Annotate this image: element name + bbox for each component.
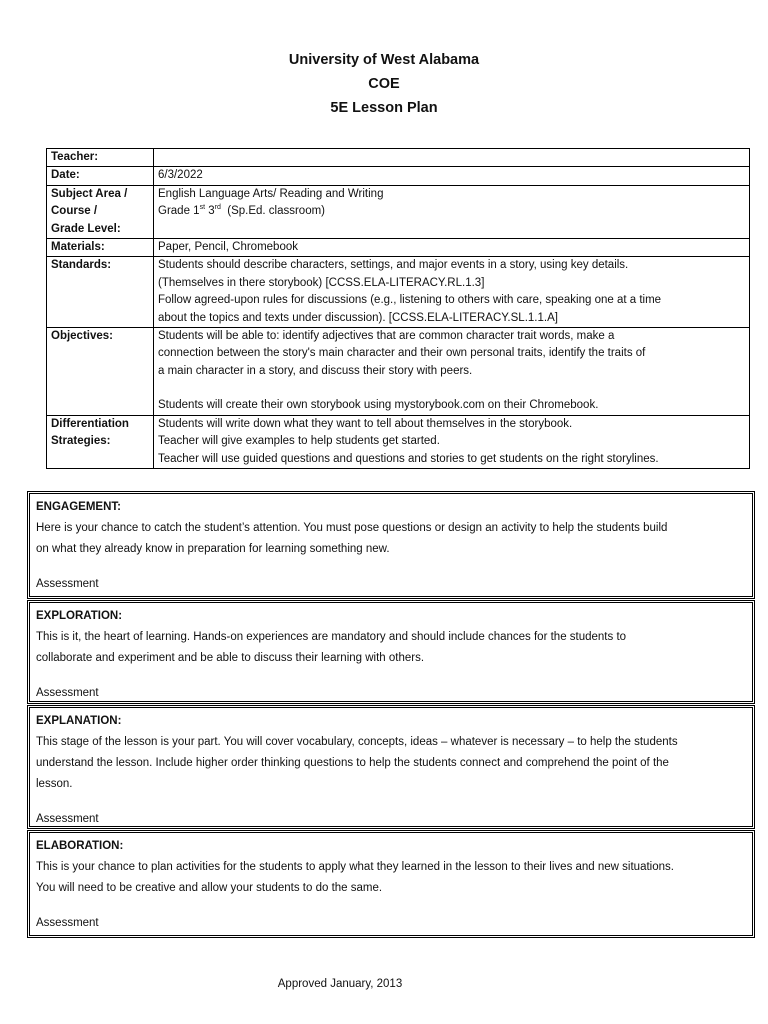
objectives-line: Students will create their own storybook using mystorybook.com on their Chromebook. xyxy=(158,399,599,412)
standards-label: Standards: xyxy=(47,257,154,328)
differentiation-line: Students will write down what they want to tell about themselves in the storybook. xyxy=(158,417,573,430)
elaboration-line: You will need to be creative and allow your students to do the same. xyxy=(36,882,383,894)
objectives-line: connection between the story's main character and their own personal traits, identify the traits of xyxy=(158,347,646,360)
materials-row xyxy=(47,239,750,257)
date-value: 6/3/2022 xyxy=(154,167,750,185)
subject-label-line: Subject Area / xyxy=(51,187,128,200)
document-title: 5E Lesson Plan xyxy=(330,100,438,116)
approval-footer: Approved January, 2013 xyxy=(277,978,403,990)
grade-sup: rd xyxy=(214,204,221,212)
materials-label: Materials: xyxy=(47,239,154,257)
subject-label-line: Grade Level: xyxy=(51,222,121,235)
university-name: University of West Alabama xyxy=(288,52,480,68)
grade-text: 3 xyxy=(205,205,215,218)
objectives-label: Objectives: xyxy=(47,328,154,416)
document-header xyxy=(0,48,768,120)
explanation-title: EXPLANATION: xyxy=(36,715,122,727)
explanation-line: understand the lesson. Include higher order thinking questions to help the students connect and comprehend the point of the xyxy=(36,757,669,769)
differentiation-line: Teacher will give examples to help students get started. xyxy=(158,435,440,448)
exploration-assessment: Assessment xyxy=(36,687,99,699)
exploration-line: This is it, the heart of learning. Hands-on experiences are mandatory and should include chances for the students to xyxy=(36,631,627,643)
standards-line: Follow agreed-upon rules for discussions (e.g., listening to others with care, speaking one at a time xyxy=(158,294,662,307)
subject-value xyxy=(154,185,750,238)
explanation-line: lesson. xyxy=(36,778,73,790)
date-label: Date: xyxy=(47,167,154,185)
objectives-line: Students will be able to: identify adjectives that are common character trait words, make a xyxy=(158,330,615,343)
materials-value: Paper, Pencil, Chromebook xyxy=(154,239,750,257)
lesson-info-table xyxy=(46,148,750,469)
grade-text: (Sp.Ed. classroom) xyxy=(220,205,326,218)
teacher-row xyxy=(47,149,750,167)
standards-row xyxy=(47,257,750,328)
subject-line: English Language Arts/ Reading and Writing xyxy=(158,187,384,200)
college-name: COE xyxy=(368,76,400,92)
teacher-value xyxy=(154,149,750,167)
standards-line: Students should describe characters, settings, and major events in a story, using key details. xyxy=(158,259,629,272)
engagement-line: Here is your chance to catch the student’s attention. You must pose questions or design an activity to help the students build xyxy=(36,522,668,534)
lesson-phases xyxy=(27,491,755,939)
differentiation-label-line: Strategies: xyxy=(51,435,111,448)
objectives-line: a main character in a story, and discuss their story with peers. xyxy=(158,364,473,377)
subject-row xyxy=(47,185,750,238)
differentiation-label-line: Differentiation xyxy=(51,417,129,430)
differentiation-label xyxy=(47,415,154,468)
standards-line: (Themselves in there storybook) [CCSS.ELA-LITERACY.RL.1.3] xyxy=(158,276,485,289)
engagement-line: on what they already know in preparation for learning something new. xyxy=(36,543,390,555)
grade-line xyxy=(158,203,745,220)
differentiation-line: Teacher will use guided questions and questions and stories to get students on the right storylines. xyxy=(158,452,659,465)
teacher-label: Teacher: xyxy=(47,149,154,167)
exploration-title: EXPLORATION: xyxy=(36,610,123,622)
objectives-value xyxy=(154,328,750,416)
elaboration-section xyxy=(27,830,755,938)
grade-sup: st xyxy=(199,204,206,212)
elaboration-title: ELABORATION: xyxy=(36,840,124,852)
objectives-row xyxy=(47,328,750,416)
standards-line: about the topics and texts under discussion). [CCSS.ELA-LITERACY.SL.1.1.A] xyxy=(158,311,558,324)
explanation-line: This stage of the lesson is your part. You will cover vocabulary, concepts, ideas – whatever is necessary – to help the students xyxy=(36,736,678,748)
standards-value xyxy=(154,257,750,328)
exploration-section xyxy=(27,600,755,704)
engagement-assessment: Assessment xyxy=(36,578,99,590)
subject-label xyxy=(47,185,154,238)
elaboration-line: This is your chance to plan activities for the students to apply what they learned in the lesson to their lives and new situations. xyxy=(36,861,674,873)
differentiation-value xyxy=(154,415,750,468)
engagement-title: ENGAGEMENT: xyxy=(36,501,121,513)
spacer xyxy=(158,380,745,397)
elaboration-assessment: Assessment xyxy=(36,917,99,929)
engagement-section xyxy=(27,491,755,599)
explanation-assessment: Assessment xyxy=(36,813,99,825)
grade-text: Grade 1 xyxy=(158,205,200,218)
exploration-line: collaborate and experiment and be able to discuss their learning with others. xyxy=(36,652,425,664)
date-row xyxy=(47,167,750,185)
subject-label-line: Course / xyxy=(51,205,98,218)
differentiation-row xyxy=(47,415,750,468)
explanation-section xyxy=(27,705,755,829)
